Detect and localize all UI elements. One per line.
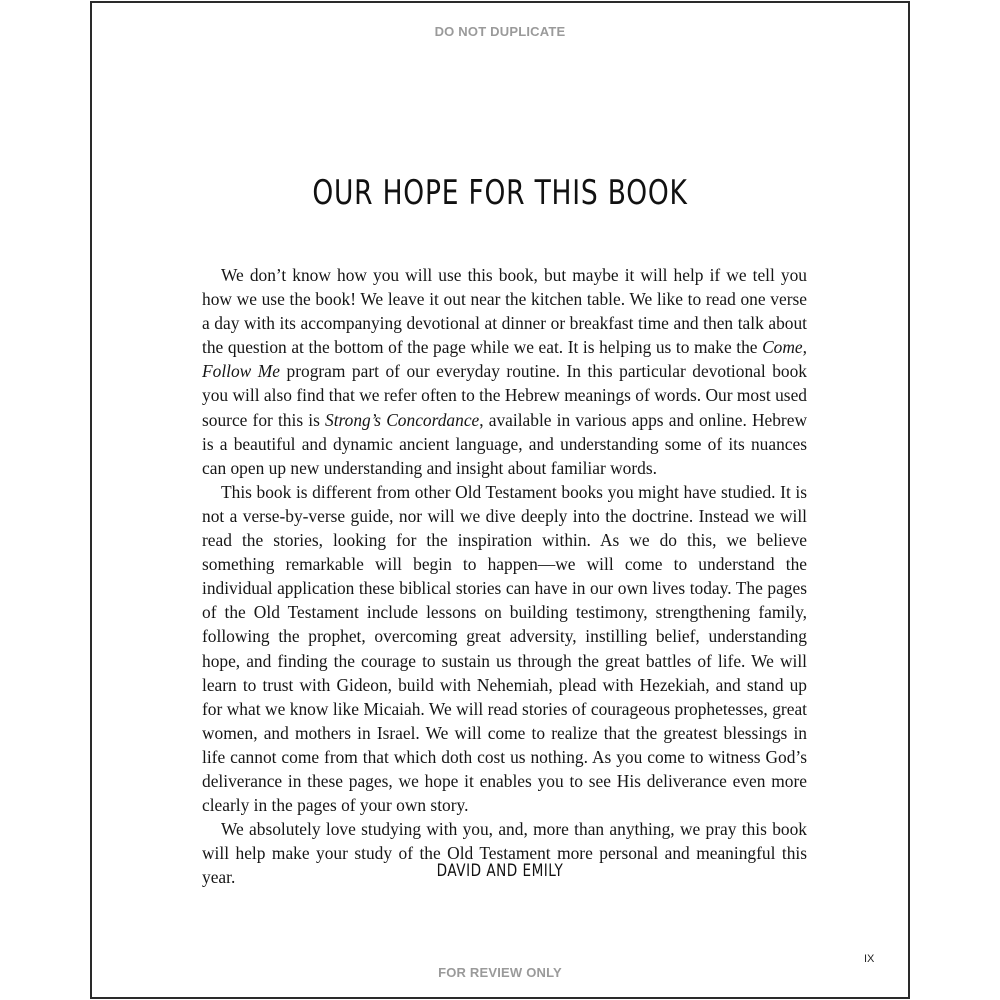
paragraph-1-segment: , available in various apps and online. Hebrew is a beautiful and dynamic ancient language, and understanding some of its nuances can open up new understanding and insight about familiar words. bbox=[202, 409, 807, 478]
watermark-top: DO NOT DUPLICATE bbox=[434, 24, 566, 39]
page-frame bbox=[90, 1, 910, 999]
paragraph-1-segment: We don’t know how you will use this book, but maybe it will help if we tell you how we use the book! We leave it out near the kitchen table. We like to read one verse a day with its accompanying devotional at dinner or breakfast time and then talk about the question at the bottom of the page while we eat. It is helping us to make the bbox=[202, 265, 807, 358]
signature: DAVID AND EMILY bbox=[436, 861, 564, 881]
body-text bbox=[202, 263, 807, 889]
paragraph-2 bbox=[202, 480, 807, 817]
paragraph-1-segment: program part of our everyday routine. In this particular devotional book you will also find that we refer often to the Hebrew meanings of words. Our most used source for this is bbox=[202, 361, 807, 430]
paragraph-2-segment: This book is different from other Old Testament books you might have studied. It is not a verse-by-verse guide, nor will we dive deeply into the doctrine. Instead we will read the stories, looking for the inspiration within. As we do this, we believe something remarkable will begin to happen—we will come to understand the individual application these biblical stories can have in our own lives today. The pages of the Old Testament include lessons on building testimony, strengthening family, following the prophet, overcoming great adversity, instilling belief, understanding hope, and finding the courage to sustain us through the great battles of life. We will learn to trust with Gideon, build with Nehemiah, plead with Hezekiah, and stand up for what we know like Micaiah. We will read stories of courageous prophetesses, great women, and mothers in Israel. We will come to realize that the greatest blessings in life cannot come from that which doth cost us nothing. As you come to witness God’s deliverance in these pages, we hope it enables you to see His deliverance even more clearly in the pages of your own story. bbox=[202, 481, 807, 816]
book-title-strongs-concordance: Strong’s Concordance bbox=[325, 409, 480, 430]
page-title: OUR HOPE FOR THIS BOOK bbox=[312, 173, 688, 213]
paragraph-1 bbox=[202, 263, 807, 480]
page-number: IX bbox=[864, 953, 875, 965]
watermark-bottom: FOR REVIEW ONLY bbox=[438, 965, 562, 980]
paragraph-3-segment: We absolutely love studying with you, and, more than anything, we pray this book will help make your study of the Old Testament more personal and meaningful this year. bbox=[202, 819, 807, 888]
book-title-come-follow-me: Come, Follow Me bbox=[202, 337, 807, 382]
